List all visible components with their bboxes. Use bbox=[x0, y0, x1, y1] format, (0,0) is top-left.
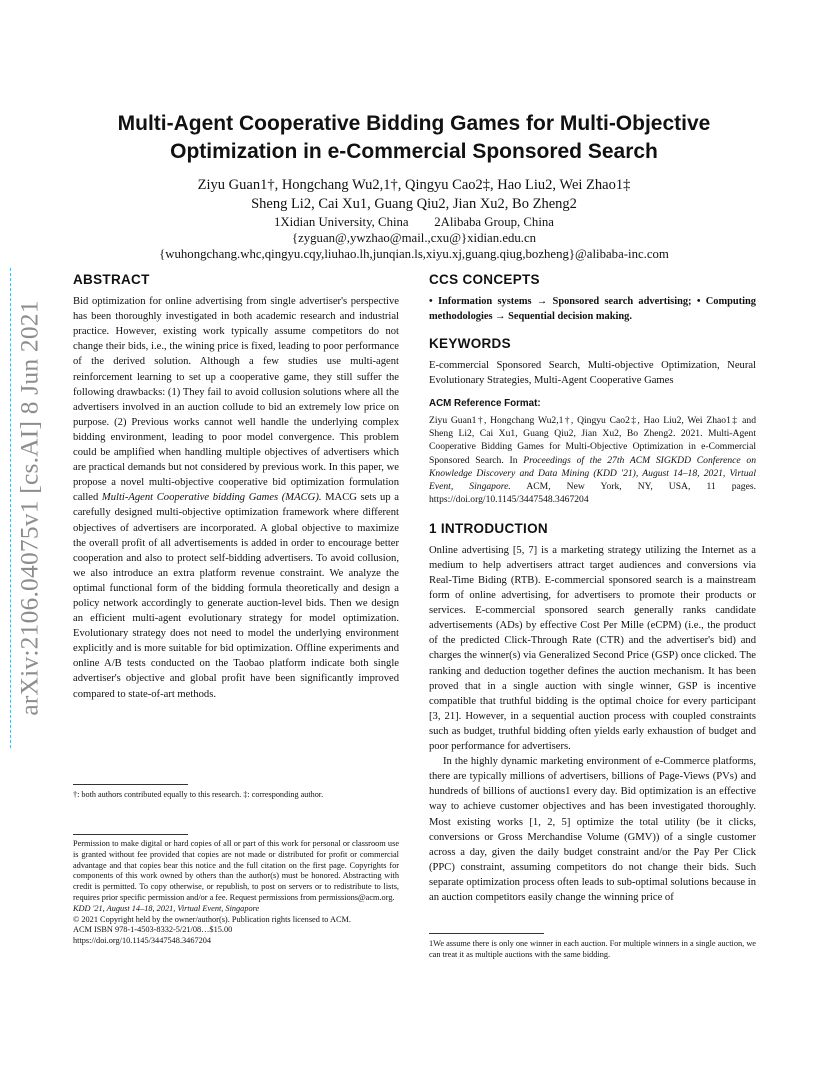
ccs-heading: CCS CONCEPTS bbox=[429, 272, 540, 287]
arxiv-id: arXiv:2106.04075v1 [cs.AI] 8 Jun 2021 bbox=[15, 300, 45, 716]
author-line-2: Sheng Li2, Cai Xu1, Guang Qiu2, Jian Xu2, Bo Zheng2 bbox=[251, 196, 577, 212]
acm-reference-proceedings: Proceedings of the 27th ACM SIGKDD Conference on Knowledge Discovery and Data Mining (KDD '21), August 14–18, 2021, Virtual Event, Singapore. bbox=[429, 454, 756, 493]
permission-text: Permission to make digital or hard copies of all or part of this work for personal or classroom use is granted without fee provided that copies are not made or distributed for profit or commercial advantage and that copies bear this notice and the full citation on the first page. Copyrights for components of this work owned by others than the author(s) must be honored. Abstracting with credit is permitted. To copy otherwise, or republish, to post on servers or to redistribute to lists, requires prior specific permission and/or a fee. Request permissions from permissions@acm.org. bbox=[73, 839, 399, 902]
email-alibaba: {wuhongchang.whc,qingyu.cqy,liuhao.lh,junqian.ls,xiyu.xj,guang.qiug,bozheng}@alibaba-inc.com bbox=[159, 247, 669, 261]
abstract-italic-term: Multi-Agent Cooperative bidding Games (MACG). bbox=[101, 492, 322, 504]
equal-contribution-footnote: †: both authors contributed equally to this research. ‡: corresponding author. bbox=[73, 790, 324, 799]
title-line-2: Optimization in e-Commercial Sponsored Search bbox=[170, 140, 658, 163]
title-line-1: Multi-Agent Cooperative Bidding Games for Multi-Objective bbox=[117, 112, 711, 135]
permission-rule bbox=[73, 834, 188, 835]
ccs-concepts-text: • Information systems → Sponsored search advertising; • Computing methodologies → Sequential decision making. bbox=[429, 296, 756, 323]
left-column bbox=[73, 272, 399, 702]
doi-link[interactable]: https://doi.org/10.1145/3447548.3467204 bbox=[73, 936, 212, 946]
acm-reference-heading: ACM Reference Format: bbox=[429, 397, 541, 409]
single-winner-footnote: 1We assume there is only one winner in each auction. For multiple winners in a single auction, we can treat it as multiple auctions with the same bidding. bbox=[429, 939, 756, 959]
author-line-1: Ziyu Guan1†, Hongchang Wu2,1†, Qingyu Cao2‡, Hao Liu2, Wei Zhao1‡ bbox=[197, 177, 631, 193]
isbn-line: ACM ISBN 978-1-4503-8332-5/21/08…$15.00 bbox=[73, 925, 233, 935]
intro-paragraph-2: In the highly dynamic marketing environment of e-Commerce platforms, there are typically millions of advertisers, billions of Page-Views (PVs) and hundreds of billions of auctions1 every day. Bid optimization is an effective way to achieve customer objectives and has been investigated thoroughly. Most existing works [1, 2, 5] optimize the total utility (be it clicks, conversions or Gross Merchandise Volume (GMV)) of a single customer across a day, given the daily budget constraint and/or the Pay Per Click (PPC) constraint, assuming competitors do not change their bids. Such separate optimization process often leads to sub-optimal solutions because in an auction competitors easily change the winning price of bbox=[429, 756, 756, 903]
keywords-heading: KEYWORDS bbox=[429, 336, 511, 352]
abstract-part-2: MACG sets up a carefully designed multi-objective optimization framework where different objectives of advertisers are incorporated. A global objective to maximize the overall profit of all advertisements is added in order to encourage better cooperation and also to protect self-bidding advertisers. To avoid collusion, we also introduce an extra platform revenue constraint. We analyze the optimal functional form of the bidding formula theoretically and design a policy network accordingly to generate auction-level bids. Then we design an efficient multi-agent evolutionary strategy for model optimization. Evolutionary strategy does not need to model the underlying environment explicitly and is more suitable for bid optimization. Offline experiments and online A/B tests conducted on the Taobao platform indicate both single advertiser's objective and global profit have been significantly improved compared to state-of-art methods. bbox=[73, 492, 399, 700]
footnote-rule-right bbox=[429, 933, 544, 934]
paper-title bbox=[60, 110, 768, 166]
affiliations: 1Xidian University, China 2Alibaba Group, China bbox=[274, 215, 554, 229]
introduction-heading: 1 INTRODUCTION bbox=[429, 520, 548, 536]
acm-reference-authors: Ziyu Guan1†, Hongchang Wu2,1†, Qingyu Cao2‡, Hao Liu2, Wei Zhao1‡ and Sheng Li2, Cai Xu1, Guang Qiu2, Jian Xu2, Bo Zheng2. 2021. Multi-Agent Cooperative Bidding Games for Multi-Objective Optimization in e-Commercial Sponsored Search. In bbox=[429, 414, 756, 466]
keywords-text: E-commercial Sponsored Search, Multi-objective Optimization, Neural Evolutionary Strategies, Multi-Agent Cooperative Games bbox=[429, 360, 756, 387]
acm-reference-text bbox=[429, 414, 756, 507]
abstract-part-1: Bid optimization for online advertising from single advertiser's perspective has been thoroughly investigated in both academic research and industrial practice. However, existing work typically assume competitors do not change their bids, i.e., the wining price is fixed, leading to poor performance of the derived solution. Although a few studies use multi-agent reinforcement learning to set up a cooperative game, they still suffer the following drawbacks: (1) They fail to avoid collusion solutions where all the advertisers involved in an auction collude to bid an extremely low price on purpose. (2) Previous works cannot well handle the underlying complex bidding environment, leading to poor model convergence. This problem could be amplified when handling multiple objectives of advertisers which are practical demands but not considered by previous work. In this paper, we propose a novel multi-objective cooperative bid optimization formulation called bbox=[73, 296, 399, 504]
permission-block bbox=[73, 839, 399, 947]
acm-reference-tail: ACM, New York, NY, USA, 11 pages. https://doi.org/10.1145/3447548.3467204 bbox=[429, 481, 756, 506]
intro-paragraph-1: Online advertising [5, 7] is a marketing strategy utilizing the Internet as a medium to help advertisers attract target audiences and conversions via Real-Time Biding (RTB). E-commercial sponsored search is a mainstream form of online advertising, for advertisers to promote their products or services. E-commercial sponsored search generally ranks candidate advertisements (ADs) by effective Cost Per Mille (eCPM) (i.e., the product of the predicted Click-Through Rate (CTR) and the advertiser's bid) and charges the winner(s) via Generalized Second Price (GSP) once clicked. The ranking and deduction together defines the auction mechanism. It has been proved that in a single auction with single winner, GSP is incentive compatible that truthful bidding is the optimal choice for every participant [3, 21]. However, in a sequential auction process with coupled constraints such as budget, truthful bidding often yields early exhaustion of budget and poor performance for advertisers. bbox=[429, 544, 756, 753]
author-block bbox=[60, 176, 768, 262]
email-xidian: {zyguan@,ywzhao@mail.,cxu@}xidian.edu.cn bbox=[291, 231, 537, 245]
right-column bbox=[429, 272, 756, 905]
copyright-line: © 2021 Copyright held by the owner/author(s). Publication rights licensed to ACM. bbox=[73, 914, 351, 924]
abstract-text bbox=[73, 294, 399, 702]
arxiv-stamp bbox=[10, 268, 49, 748]
conference-venue: KDD '21, August 14–18, 2021, Virtual Event, Singapore bbox=[73, 903, 260, 913]
footnote-rule bbox=[73, 784, 188, 785]
abstract-heading: ABSTRACT bbox=[73, 272, 150, 287]
